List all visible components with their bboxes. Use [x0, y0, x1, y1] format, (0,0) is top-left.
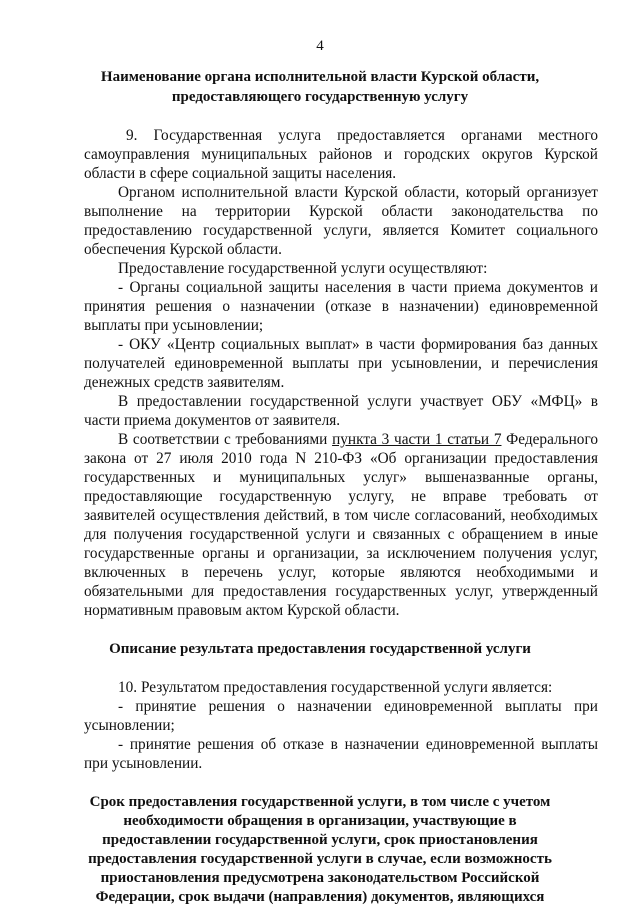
paragraph-line: получателей единовременной выплаты при усыновлении, и перечисления	[84, 355, 598, 372]
paragraph-line: - принятие решения об отказе в назначении единовременной выплаты	[118, 736, 598, 753]
law-reference-link[interactable]: пункта 3 части 1 статьи 7	[332, 431, 502, 448]
paragraph-line: области в сфере социальной защиты населения.	[84, 165, 397, 182]
paragraph-line: Предоставление государственной услуги осуществляют:	[118, 260, 488, 277]
paragraph-line: выплаты при усыновлении;	[84, 317, 264, 334]
heading-service-result	[0, 639, 640, 659]
heading-line: Федерации, срок выдачи (направления) документов, являющихся	[95, 889, 545, 905]
paragraph-line: закона от 27 июля 2010 года N 210-ФЗ «Об организации предоставления	[84, 450, 598, 467]
heading-line: предоставляющего государственную услугу	[171, 89, 469, 105]
paragraph-line: 9. Государственная услуга предоставляется органами местного	[126, 127, 598, 144]
paragraph-line: при усыновлении.	[84, 755, 203, 772]
paragraph-line: - ОКУ «Центр социальных выплат» в части формирования баз данных	[118, 336, 598, 353]
paragraph-line: - Органы социальной защиты населения в части приема документов и	[118, 279, 598, 296]
heading-line: Наименование органа исполнительной власти Курской области,	[100, 69, 540, 85]
paragraph-line: выполнение на территории Курской области законодательства по	[84, 203, 598, 220]
paragraph-line: принятия решения о назначении (отказе в назначении) единовременной	[84, 298, 598, 315]
paragraph-line: обеспечения Курской области.	[84, 241, 282, 258]
paragraph-line: предоставляющие государственную услугу, не вправе требовать от	[84, 488, 598, 505]
paragraph-line: заявителей осуществления действий, в том числе согласований, необходимых	[84, 507, 598, 524]
heading-line: необходимости обращения в организации, участвующие в	[123, 813, 517, 829]
text-run: В соответствии с требованиями	[118, 431, 333, 448]
paragraph-line	[118, 430, 598, 449]
heading-line: Срок предоставления государственной услуги, в том числе с учетом	[89, 794, 551, 810]
paragraph-line: обязательными для предоставления государственных услуг, утвержденный	[84, 583, 598, 600]
paragraph-line: государственные органы и организации, за исключением получения услуг,	[84, 545, 598, 562]
paragraph-line: государственных и муниципальных услуг» вышеназванные органы,	[84, 469, 598, 486]
paragraph-line: включенных в перечень услуг, которые являются необходимыми и	[84, 564, 598, 581]
heading-service-terms	[0, 793, 640, 907]
paragraph-line: самоуправления муниципальных районов и городских округов Курской	[84, 146, 598, 163]
heading-line: предоставления государственной услуги в случае, если возможность	[88, 851, 552, 867]
paragraph-line: усыновлении;	[84, 717, 175, 734]
text-run: Федерального	[501, 431, 598, 448]
heading-line: предоставлении государственной услуги, срок приостановления	[102, 832, 538, 848]
paragraph-line: Органом исполнительной власти Курской области, который организует	[118, 184, 598, 201]
paragraph-line: денежных средств заявителям.	[84, 374, 285, 391]
paragraph-line: части приема документов от заявителя.	[84, 412, 341, 429]
paragraph-line: нормативным правовым актом Курской области.	[84, 602, 400, 619]
paragraph-line: для получения государственной услуги и связанных с обращением в иные	[84, 526, 598, 543]
heading-line: Описание результата предоставления государственной услуги	[109, 641, 531, 657]
paragraph-line: предоставлению государственной услуги, является Комитет социального	[84, 222, 598, 239]
page-number: 4	[316, 38, 324, 54]
paragraph-line: 10. Результатом предоставления государственной услуги является:	[118, 679, 553, 696]
paragraph-line: В предоставлении государственной услуги участвует ОБУ «МФЦ» в	[118, 393, 598, 410]
heading-executive-body	[0, 67, 640, 107]
heading-line: приостановления предусмотрена законодательством Российской	[100, 870, 540, 886]
paragraph-line: - принятие решения о назначении единовременной выплаты при	[118, 698, 598, 715]
